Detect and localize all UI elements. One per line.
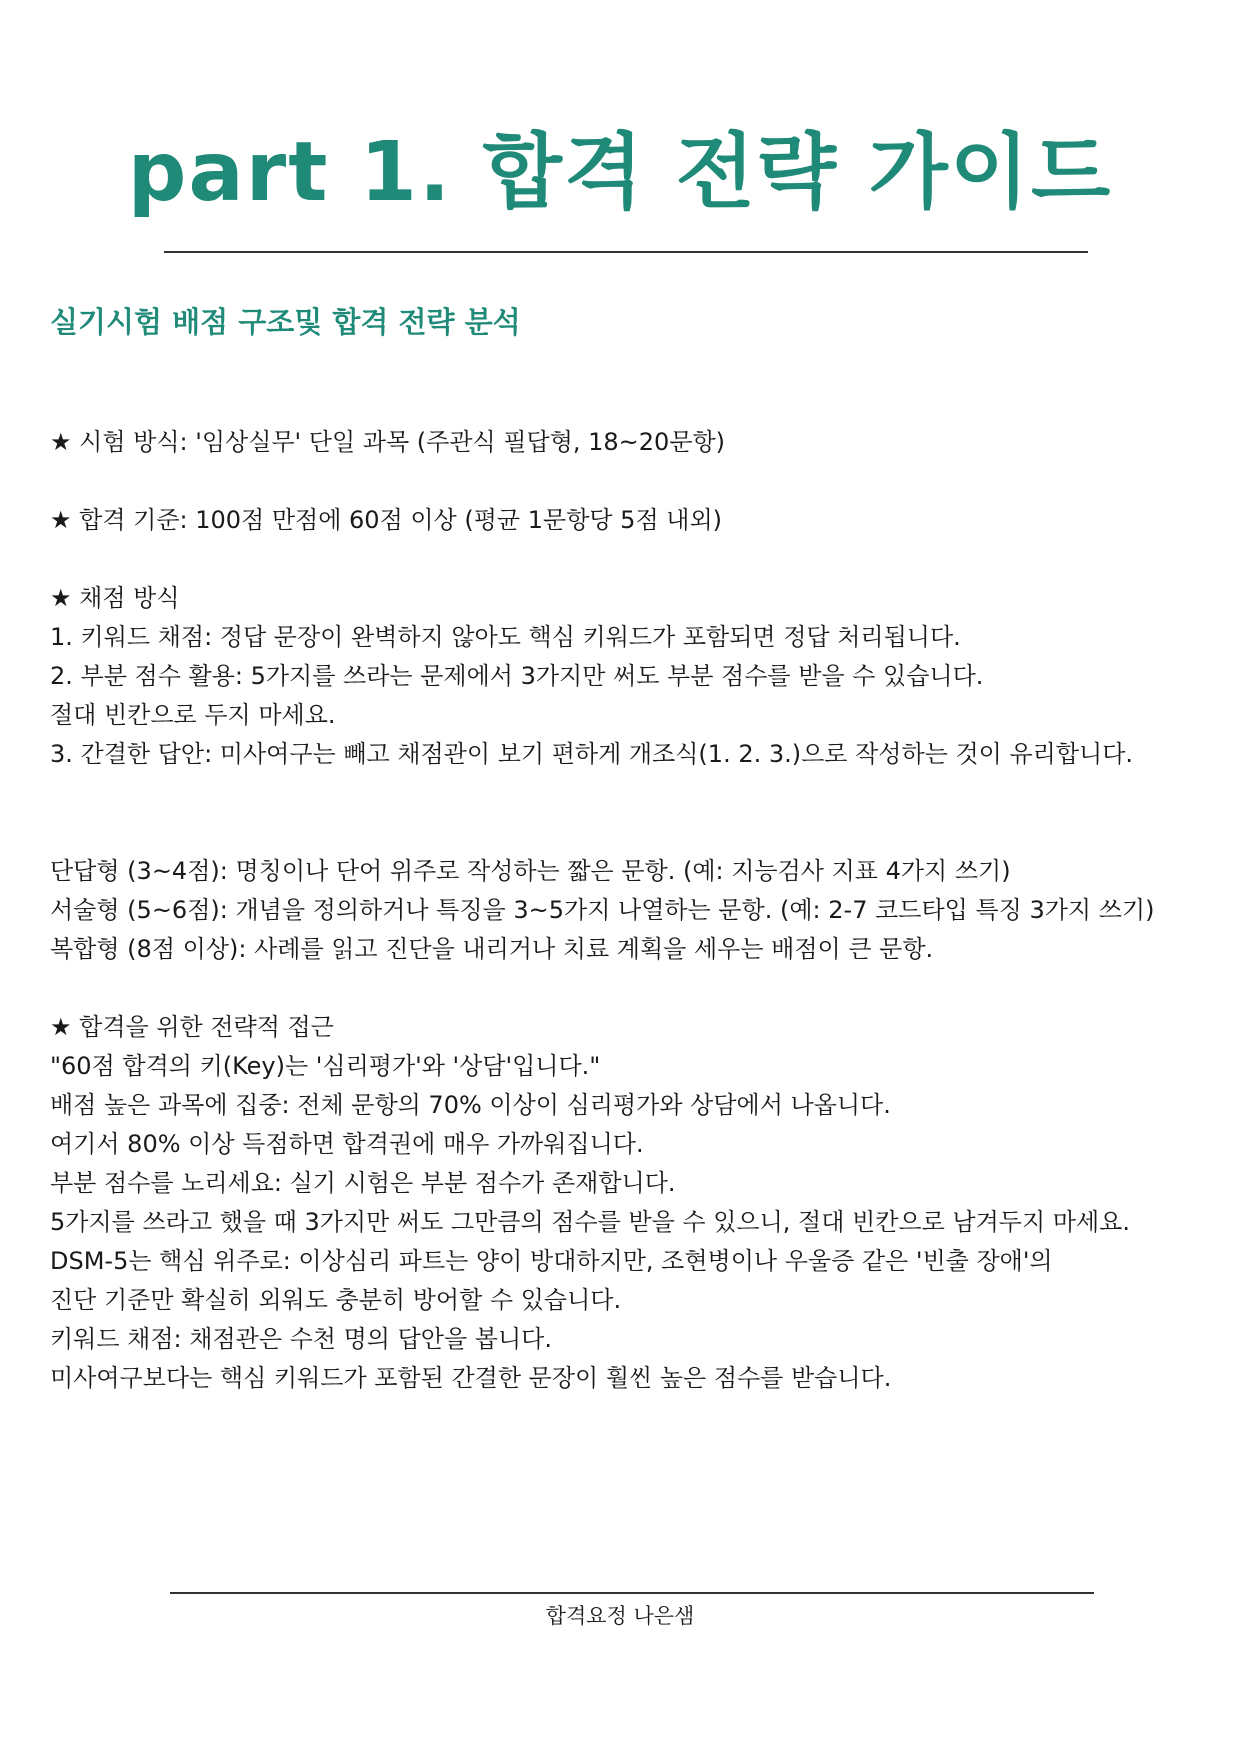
grading-item-partial: 2. 부분 점수 활용: 5가지를 쓰라는 문제에서 3가지만 써도 부분 점수를 받을 수 있습니다.	[50, 662, 984, 690]
section-heading: 실기시험 배점 구조및 합격 전략 분석	[50, 305, 521, 339]
question-type-complex: 복합형 (8점 이상): 사례를 읽고 진단을 내리거나 치료 계획을 세우는 배점이 큰 문항.	[50, 935, 934, 963]
strategy-dsm-note: 진단 기준만 확실히 외워도 충분히 방어할 수 있습니다.	[50, 1286, 622, 1314]
question-type-descriptive: 서술형 (5~6점): 개념을 정의하거나 특징을 3~5가지 나열하는 문항. (예: 2-7 코드타입 특징 3가지 쓰기)	[50, 896, 1155, 924]
pass-criteria-line: ★ 합격 기준: 100점 만점에 60점 이상 (평균 1문항당 5점 내외)	[50, 506, 722, 534]
grading-method-heading: ★ 채점 방식	[50, 584, 180, 612]
footer-divider	[170, 1592, 1094, 1594]
strategy-key-quote: "60점 합격의 키(Key)는 '심리평가'와 '상담'입니다."	[50, 1052, 601, 1080]
strategy-heading: ★ 합격을 위한 전략적 접근	[50, 1013, 334, 1041]
strategy-dsm-line: DSM-5는 핵심 위주로: 이상심리 파트는 양이 방대하지만, 조현병이나 우울증 같은 '빈출 장애'의	[50, 1247, 1053, 1275]
strategy-partial-line: 부분 점수를 노리세요: 실기 시험은 부분 점수가 존재합니다.	[50, 1169, 676, 1197]
page-title: part 1. 합격 전략 가이드	[127, 125, 1113, 220]
strategy-focus-note: 여기서 80% 이상 득점하면 합격권에 매우 가까워집니다.	[50, 1130, 644, 1158]
grading-item-partial-note: 절대 빈칸으로 두지 마세요.	[50, 701, 336, 729]
grading-item-concise: 3. 간결한 답안: 미사여구는 빼고 채점관이 보기 편하게 개조식(1. 2. 3.)으로 작성하는 것이 유리합니다.	[50, 740, 1134, 768]
strategy-keyword-note: 미사여구보다는 핵심 키워드가 포함된 간결한 문장이 훨씬 높은 점수를 받습니다.	[50, 1364, 892, 1392]
question-type-short: 단답형 (3~4점): 명칭이나 단어 위주로 작성하는 짧은 문항. (예: 지능검사 지표 4가지 쓰기)	[50, 857, 1011, 885]
grading-item-keyword: 1. 키워드 채점: 정답 문장이 완벽하지 않아도 핵심 키워드가 포함되면 정답 처리됩니다.	[50, 623, 961, 651]
footer-author: 합격요정 나은샘	[545, 1604, 695, 1628]
strategy-partial-note: 5가지를 쓰라고 했을 때 3가지만 써도 그만큼의 점수를 받을 수 있으니, 절대 빈칸으로 남겨두지 마세요.	[50, 1208, 1130, 1236]
strategy-keyword-line: 키워드 채점: 채점관은 수천 명의 답안을 봅니다.	[50, 1325, 552, 1353]
exam-format-line: ★ 시험 방식: '임상실무' 단일 과목 (주관식 필답형, 18~20문항)	[50, 428, 726, 456]
strategy-focus-line: 배점 높은 과목에 집중: 전체 문항의 70% 이상이 심리평가와 상담에서 나옵니다.	[50, 1091, 891, 1119]
title-divider	[164, 251, 1088, 253]
